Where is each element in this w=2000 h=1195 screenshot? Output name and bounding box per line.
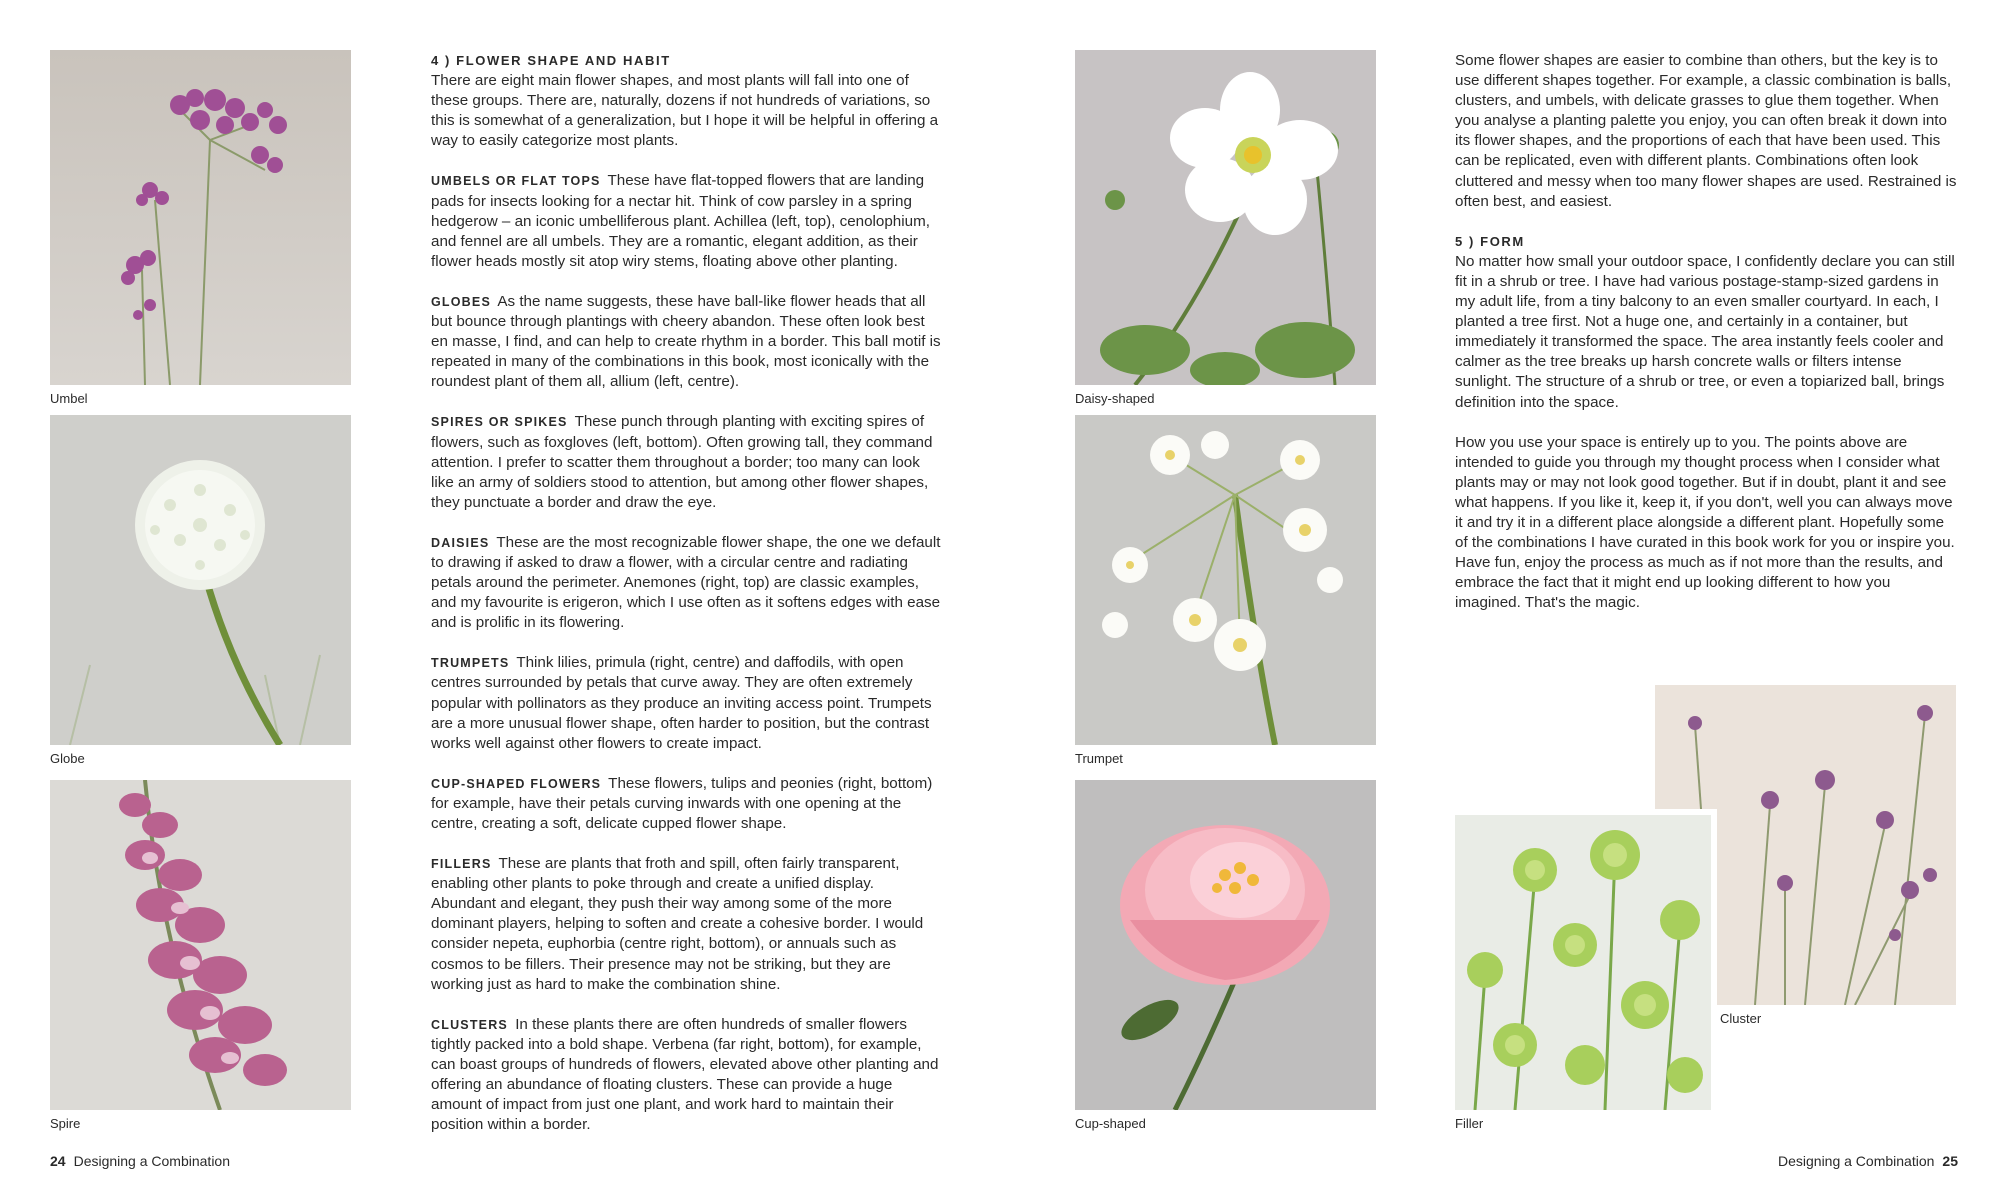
photo-caption: Daisy-shaped [1075,391,1155,406]
section-heading: 5 ) FORM [1455,233,1525,249]
shape-heading: TRUMPETS [431,656,510,671]
shape-heading: GLOBES [431,294,491,309]
photo-caption: Spire [50,1116,81,1131]
shape-paragraph [431,653,941,753]
shape-text: As the name suggests, these have ball-like flower heads that all but bounce through plantings with cheery abandon. These often look best en masse, I find, and can help to create rhythm in a border. This ball motif is repeated in many of the combinations in this book, most iconically with the roundest plant of them all, allium (left, centre). [431,292,941,391]
shape-text: These are plants that froth and spill, often fairly transparent, enabling other plants to poke through and create a unified display. Abundant and elegant, they push their way among some of the more dominant players, helping to soften and create a cohesive border. I would consider nepeta, euphorbia (centre right, bottom), or annuals such as cosmos to be fillers. Their presence may not be striking, but they are working just as hard to make the combination shine. [431,855,924,993]
photo-caption: Umbel [50,391,88,406]
peony-cup-photo [1075,780,1376,1110]
shape-heading: SPIRES OR SPIKES [431,415,568,430]
left-text-column [431,51,941,1155]
shape-paragraph [431,774,941,834]
primula-trumpet-photo [1075,415,1376,745]
paragraph: Some flower shapes are easier to combine than others, but the key is to use different shapes together. For example, a classic combination is balls, clusters, and umbels, with delicate grasses to glue them together. When you analyse a planting palette you enjoy, you can often break it down into its flower shapes, and the proportions of each that have been used. This can be replicated, even with different plants. Combinations often look cluttered and messy when too many flower shapes are used. Restrained is often best, and easiest. [1455,52,1957,210]
shape-heading: CLUSTERS [431,1017,508,1032]
left-page-footer [50,1152,230,1170]
page-number: 25 [1942,1153,1958,1169]
photo-caption: Globe [50,751,85,766]
shape-heading: CUP-SHAPED FLOWERS [431,776,602,791]
photo-caption: Cluster [1720,1011,1762,1026]
shape-text: These are the most recognizable flower shape, the one we default to drawing if asked to draw a flower, with a circular centre and radiating petals around the perimeter. Anemones (right, top) are classic examples, and my favourite is erigeron, which I use often as it softens edges with ease and is prolific in its flowering. [431,533,941,632]
shape-heading: FILLERS [431,857,492,872]
running-title: Designing a Combination [1777,1153,1935,1169]
photo-caption: Trumpet [1075,751,1123,766]
photo-caption: Filler [1455,1116,1484,1131]
shape-paragraph [431,1015,941,1136]
shape-paragraph [431,171,941,271]
photo-caption: Cup-shaped [1075,1116,1146,1131]
shape-paragraph [431,854,941,995]
form-paragraph: No matter how small your outdoor space, I confidently declare you can still fit in a shrub or tree. I have had various postage-stamp-sized gardens in my adult life, from a tiny balcony to an even smaller courtyard. In each, I planted a tree first. Not a huge one, and certainly in a container, but immediately it transformed the space. The area instantly feels cooler and calmer as the tree breaks up harsh concrete walls or filters intense sunlight. The structure of a shrub or tree, or even a topiarized ball, brings definition into the space. [1455,252,1955,411]
running-title: Designing a Combination [73,1153,231,1169]
intro-paragraph: There are eight main flower shapes, and most plants will fall into one of these groups. There are, naturally, dozens if not hundreds of variations, so this is somewhat of a generalization, but I hope it will be helpful in offering a way to easily categorize most plants. [431,72,939,150]
euphorbia-filler-photo [1455,809,1717,1110]
right-text-column [1455,51,1960,633]
shape-paragraph [431,412,941,512]
achillea-umbel-photo [50,50,351,385]
shape-text: In these plants there are often hundreds of smaller flowers tightly packed into a bold shape. Verbena (far right, bottom), for example, can boast groups of hundreds of flowers, elevated above other planting and offering an abundance of floating clusters. These can provide a huge amount of impact from just one plant, and work hard to maintain their position within a border. [431,1015,939,1134]
section-heading: 4 ) FLOWER SHAPE AND HABIT [431,53,671,68]
page-number: 24 [50,1153,66,1169]
shape-text: These flowers, tulips and peonies (right, bottom) for example, have their petals curving inwards with one opening at the centre, creating a soft, delicate cupped flower shape. [431,774,933,832]
shape-paragraph [431,292,941,392]
shape-text: These punch through planting with exciting spires of flowers, such as foxgloves (left, bottom). Often growing tall, they command attention. I prefer to scatter them throughout a border; too many can look like an army of soldiers stood to attention, but among other flower shapes, they punctuate a border and draw the eye. [431,413,933,511]
foxglove-spire-photo [50,780,351,1110]
shape-heading: UMBELS OR FLAT TOPS [431,174,601,189]
shape-paragraph [431,533,941,633]
allium-globe-photo [50,415,351,745]
shape-text: Think lilies, primula (right, centre) and daffodils, with open centres surrounded by petals that curve away. They are often extremely popular with pollinators as they produce an inviting access point. Trumpets are a more unusual flower shape, often harder to position, but the contrast works well against other flowers to create impact. [431,654,932,752]
shape-heading: DAISIES [431,535,490,550]
anemone-daisy-photo [1075,50,1376,385]
closing-paragraph: How you use your space is entirely up to you. The points above are intended to guide you through my thought process when I consider what plants may or may not look good together. But if in doubt, plant it and see what happens. If you like it, keep it, if you don't, well you can always move it and try it in a different place alongside a different plant. Hopefully some of the combinations I have curated in this book work for you or inspire you. Have fun, enjoy the process as much as if not more than the results, and embrace the fact that it might end up looking different to how you imagined. That's the magic. [1455,433,1955,612]
right-page-footer [1778,1152,1958,1170]
shape-text: These have flat-topped flowers that are landing pads for insects looking for a nectar hit. Think of cow parsley in a spring hedgerow – an iconic umbelliferous plant. Achillea (left, top), cenolophium, and fennel are all umbels. They are a romantic, elegant addition, as their flower heads mostly sit atop wiry stems, floating above other planting. [431,172,930,270]
